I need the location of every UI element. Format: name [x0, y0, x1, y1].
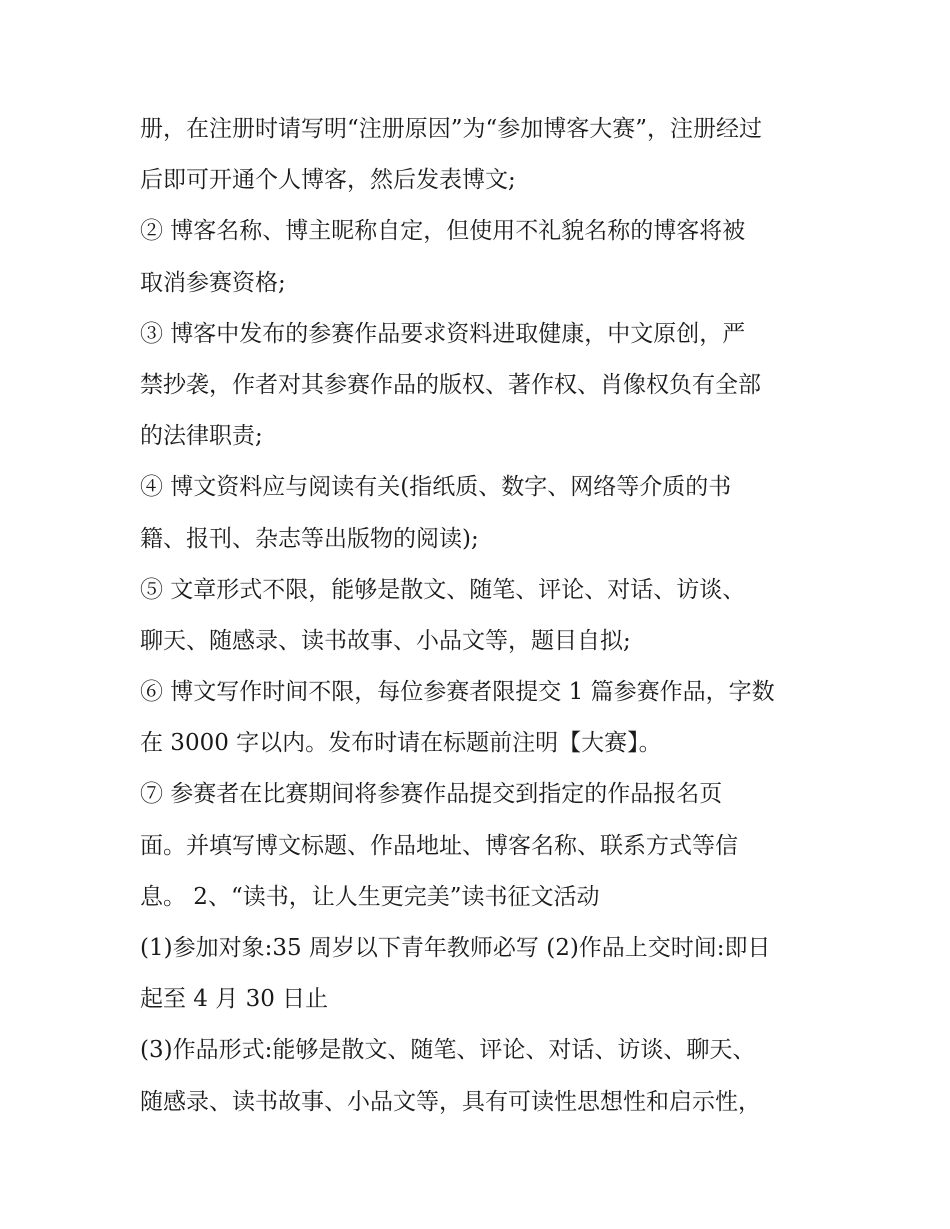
text-line: 息。 2、“读书，让人生更完美”读书征文活动 [140, 883, 600, 910]
text-line: 聊天、随感录、读书故事、小品文等，题目自拟; [140, 627, 631, 654]
document-body [140, 104, 830, 1128]
text-line: ② 博客名称、博主昵称自定，但使用不礼貌名称的博客将被 [140, 218, 746, 245]
text-line: (3)作品形式:能够是散文、随笔、评论、对话、访谈、聊天、 [140, 1037, 756, 1064]
text-line: 随感录、读书故事、小品文等，具有可读性思想性和启示性， [140, 1088, 761, 1115]
text-line: 在 3000 字以内。发布时请在标题前注明【大赛】。 [140, 730, 662, 757]
text-line: ⑦ 参赛者在比赛期间将参赛作品提交到指定的作品报名页 [140, 781, 723, 808]
text-line: 禁抄袭，作者对其参赛作品的版权、著作权、肖像权负有全部 [140, 371, 761, 398]
text-line: 后即可开通个人博客，然后发表博文; [140, 167, 516, 194]
text-line: 籍、报刊、杂志等出版物的阅读); [140, 525, 479, 552]
text-line: 册，在注册时请写明“注册原因”为“参加博客大赛”，注册经过 [140, 116, 763, 142]
text-line: 取消参赛资格; [140, 269, 286, 296]
text-line: (1)参加对象:35 周岁以下青年教师必写 (2)作品上交时间:即日 [140, 935, 771, 961]
text-line: ④ 博文资料应与阅读有关(指纸质、数字、网络等介质的书 [140, 474, 732, 501]
text-line: ⑤ 文章形式不限，能够是散文、随笔、评论、对话、访谈、 [140, 576, 746, 603]
text-line: 的法律职责; [140, 423, 263, 450]
text-line: 起至 4 月 30 日止 [140, 986, 329, 1013]
text-line: ⑥ 博文写作时间不限，每位参赛者限提交 1 篇参赛作品，字数 [140, 679, 775, 706]
text-line: ③ 博客中发布的参赛作品要求资料进取健康，中文原创，严 [140, 320, 746, 347]
text-line: 面。并填写博文标题、作品地址、博客名称、联系方式等信 [140, 832, 738, 859]
